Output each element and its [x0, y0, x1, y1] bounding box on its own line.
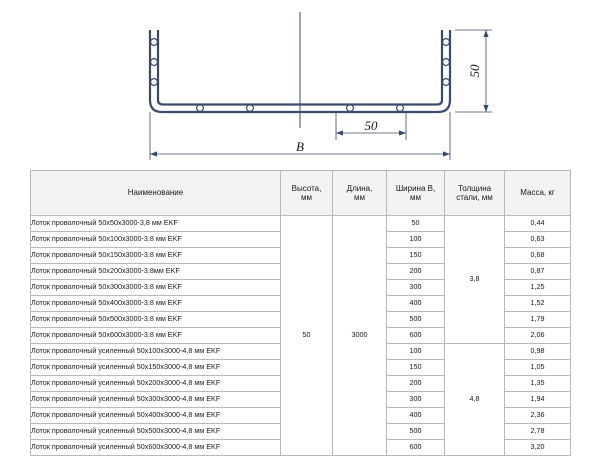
wire-node-icon [443, 59, 450, 66]
cell-name: Лоток проволочный усиленный 50х500х3000-4,8 мм EKF [31, 424, 281, 440]
cell-width: 400 [387, 408, 445, 424]
cell-thickness-merged-1: 3,8 [445, 216, 505, 344]
cell-width: 300 [387, 280, 445, 296]
cell-mass: 0,98 [505, 344, 571, 360]
cell-mass: 1,94 [505, 392, 571, 408]
cell-mass: 1,25 [505, 280, 571, 296]
cell-name: Лоток проволочный усиленный 50х400х3000-4,8 мм EKF [31, 408, 281, 424]
arrow-right-icon [399, 130, 406, 135]
dimension-label-height: 50 [467, 64, 482, 78]
cell-width: 500 [387, 312, 445, 328]
column-header-length: Длина, мм [333, 171, 387, 216]
cell-length-merged: 3000 [333, 216, 387, 456]
cell-mass: 0,44 [505, 216, 571, 232]
column-header-thickness: Толщина стали, мм [445, 171, 505, 216]
arrow-down-icon [483, 105, 488, 112]
wire-node-icon [443, 79, 450, 86]
cell-name: Лоток проволочный усиленный 50х200х3000-4,8 мм EKF [31, 376, 281, 392]
cell-mass: 1,05 [505, 360, 571, 376]
arrow-left-icon [150, 151, 157, 156]
wire-node-icon [151, 39, 158, 46]
specification-table [30, 170, 571, 456]
cell-mass: 1,52 [505, 296, 571, 312]
arrow-right-icon [443, 151, 450, 156]
cell-mass: 1,35 [505, 376, 571, 392]
cell-name: Лоток проволочный 50х100х3000-3,8 мм EKF [31, 232, 281, 248]
cell-name: Лоток проволочный 50х300х3000-3,8 мм EKF [31, 280, 281, 296]
cell-width: 100 [387, 232, 445, 248]
cell-width: 500 [387, 424, 445, 440]
cell-name: Лоток проволочный усиленный 50х300х3000-4,8 мм EKF [31, 392, 281, 408]
cell-name: Лоток проволочный 50х200х3000-3,8мм EKF [31, 264, 281, 280]
wire-node-icon [397, 105, 404, 112]
cell-mass: 2,78 [505, 424, 571, 440]
table-header-row [31, 171, 571, 216]
cell-width: 200 [387, 376, 445, 392]
dimension-label-pitch: 50 [364, 118, 378, 133]
cell-width: 600 [387, 328, 445, 344]
cell-width: 200 [387, 264, 445, 280]
table-body [31, 216, 571, 456]
cell-name: Лоток проволочный усиленный 50х600х3000-4,8 мм EKF [31, 440, 281, 456]
dimension-label-width: B [296, 139, 304, 154]
cell-width: 150 [387, 360, 445, 376]
arrow-left-icon [336, 130, 343, 135]
cell-name: Лоток проволочный 50х600х3000-3,8 мм EKF [31, 328, 281, 344]
wire-node-icon [151, 79, 158, 86]
arrow-up-icon [483, 30, 488, 37]
cell-name: Лоток проволочный 50х500х3000-3,8 мм EKF [31, 312, 281, 328]
technical-drawing [0, 0, 600, 168]
wire-node-icon [197, 105, 204, 112]
cell-mass: 0,63 [505, 232, 571, 248]
cell-mass: 0,68 [505, 248, 571, 264]
cell-mass: 2,06 [505, 328, 571, 344]
cell-name: Лоток проволочный усиленный 50х150х3000-4,8 мм EKF [31, 360, 281, 376]
cell-name: Лоток проволочный 50х50х3000-3,8 мм EKF [31, 216, 281, 232]
cell-mass: 0,87 [505, 264, 571, 280]
cell-height-merged: 50 [281, 216, 333, 456]
cell-name: Лоток проволочный 50х400х3000-3,8 мм EKF [31, 296, 281, 312]
tray-cross-section-svg [0, 0, 600, 168]
wire-node-icon [347, 105, 354, 112]
cell-name: Лоток проволочный усиленный 50х100х3000-4,8 мм EKF [31, 344, 281, 360]
cell-width: 50 [387, 216, 445, 232]
cell-width: 150 [387, 248, 445, 264]
cell-mass: 2,36 [505, 408, 571, 424]
cell-width: 600 [387, 440, 445, 456]
column-header-height: Высота, мм [281, 171, 333, 216]
cell-thickness-merged-2: 4,8 [445, 344, 505, 456]
column-header-name: Наименование [31, 171, 281, 216]
wire-node-icon [247, 105, 254, 112]
cell-name: Лоток проволочный 50х150х3000-3,8 мм EKF [31, 248, 281, 264]
column-header-width: Ширина B, мм [387, 171, 445, 216]
table-row [31, 216, 571, 232]
cell-mass: 1,79 [505, 312, 571, 328]
cell-width: 400 [387, 296, 445, 312]
wire-node-icon [443, 39, 450, 46]
specification-table-wrap [30, 170, 570, 456]
cell-width: 100 [387, 344, 445, 360]
wire-node-icon [151, 59, 158, 66]
cell-mass: 3,20 [505, 440, 571, 456]
cell-width: 300 [387, 392, 445, 408]
table-header [31, 171, 571, 216]
column-header-mass: Масса, кг [505, 171, 571, 216]
